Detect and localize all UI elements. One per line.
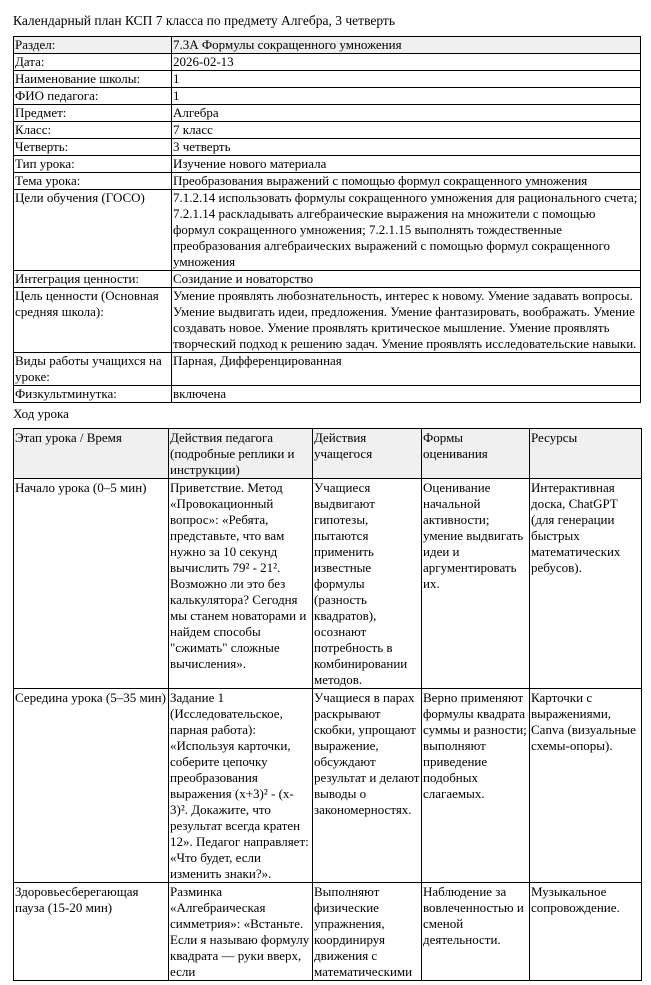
info-value: 1 bbox=[172, 88, 641, 105]
lesson-cell-text: Приветствие. Метод «Провокационный вопрос»: «Ребята, представьте, что вам нужно за 10 секунд вычислить 79² - 21². Возможно ли это без калькулятора? Сегодня мы станем новаторами и найдем способы "сжимать" сложные вычисления». bbox=[170, 480, 307, 671]
info-value: Изучение нового материала bbox=[172, 156, 641, 173]
lesson-cell bbox=[14, 883, 169, 981]
lesson-cell bbox=[313, 689, 422, 883]
lesson-cell-text: Разминка «Алгебраическая симметрия»: «Встаньте. Если я называю формулу квадрата — руки вверх, если bbox=[170, 884, 310, 979]
lesson-cell-text: Карточки с выражениями, Canva (визуальные схемы-опоры). bbox=[531, 690, 636, 753]
info-value: 7.1.2.14 использовать формулы сокращенного умножения для рационального счета; 7.2.1.14 раскладывать алгебраические выражения на множители с помощью формул сокращенного умножения; 7.2.1.15 выполнять тождественные преобразования алгебраических выражений с помощью формул сокращенного умножения bbox=[172, 190, 641, 271]
info-row bbox=[14, 386, 641, 403]
info-key: Тип урока: bbox=[14, 156, 172, 173]
info-key: Дата: bbox=[14, 54, 172, 71]
info-key: Цели обучения (ГОСО) bbox=[14, 190, 172, 271]
info-row bbox=[14, 190, 641, 271]
info-value: 2026-02-13 bbox=[172, 54, 641, 71]
info-key: Интеграция ценности: bbox=[14, 271, 172, 288]
info-value: Алгебра bbox=[172, 105, 641, 122]
info-key: Виды работы учащихся на уроке: bbox=[14, 353, 172, 386]
info-value: Созидание и новаторство bbox=[172, 271, 641, 288]
info-row bbox=[14, 37, 641, 54]
info-row bbox=[14, 54, 641, 71]
lesson-header-row bbox=[14, 429, 642, 479]
lesson-row bbox=[14, 883, 642, 981]
lesson-row bbox=[14, 479, 642, 689]
lesson-cell-text: Оценивание начальной активности; умение выдвигать идеи и аргументировать их. bbox=[423, 480, 524, 591]
lesson-cell bbox=[169, 689, 313, 883]
lesson-cell bbox=[530, 883, 642, 981]
info-value: 1 bbox=[172, 71, 641, 88]
lesson-cell bbox=[422, 689, 530, 883]
lesson-row bbox=[14, 689, 642, 883]
info-row bbox=[14, 271, 641, 288]
info-value: Преобразования выражений с помощью формул сокращенного умножения bbox=[172, 173, 641, 190]
lesson-cell-text: Интерактивная доска, ChatGPT (для генерации быстрых математических ребусов). bbox=[531, 480, 621, 575]
document-title: Календарный план КСП 7 класса по предмету Алгебра, 3 четверть bbox=[13, 13, 395, 28]
info-value: включена bbox=[172, 386, 641, 403]
info-row bbox=[14, 288, 641, 353]
lesson-cell bbox=[14, 689, 169, 883]
lesson-cell-text: Наблюдение за вовлеченностью и сменой деятельности. bbox=[423, 884, 524, 947]
info-row bbox=[14, 173, 641, 190]
info-key: Раздел: bbox=[14, 37, 172, 54]
lesson-cell bbox=[422, 479, 530, 689]
lesson-cell-text: Верно применяют формулы квадрата суммы и разности; выполняют приведение подобных слагаемых. bbox=[423, 690, 527, 801]
lesson-cell bbox=[422, 883, 530, 981]
info-key: Четверть: bbox=[14, 139, 172, 156]
lesson-cell-text: Начало урока (0–5 мин) bbox=[15, 480, 147, 495]
lesson-column-header: Этап урока / Время bbox=[14, 429, 169, 479]
lesson-column-header: Действия педагога (подробные реплики и инструкции) bbox=[169, 429, 313, 479]
info-row bbox=[14, 353, 641, 386]
info-value: 7.3А Формулы сокращенного умножения bbox=[172, 37, 641, 54]
lesson-cell bbox=[14, 479, 169, 689]
lesson-cell-text: Учащиеся в парах раскрывают скобки, упрощают выражение, обсуждают результат и делают выводы о закономерностях. bbox=[314, 690, 420, 817]
lesson-cell-text: Здоровьесберегающая пауза (15-20 мин) bbox=[15, 884, 139, 915]
lesson-column-header: Ресурсы bbox=[530, 429, 642, 479]
info-key: Тема урока: bbox=[14, 173, 172, 190]
lesson-cell-text: Выполняют физические упражнения, координируя движения с математическими bbox=[314, 884, 413, 979]
info-row bbox=[14, 88, 641, 105]
lesson-column-header: Формы оценивания bbox=[422, 429, 530, 479]
info-value: Умение проявлять любознательность, интерес к новому. Умение задавать вопросы. Умение выдвигать идеи, предложения. Умение фантазировать, воображать. Умение создавать новое. Умение проявлять критическое мышление. Умение проявлять творческий подход к решению задач. Умение проявлять исследовательские навыки. bbox=[172, 288, 641, 353]
lesson-cell bbox=[313, 883, 422, 981]
info-key: Цель ценности (Основная средняя школа): bbox=[14, 288, 172, 353]
info-row bbox=[14, 156, 641, 173]
info-table bbox=[13, 36, 641, 403]
lesson-cell-text: Задание 1 (Исследовательское, парная работа): «Используя карточки, соберите цепочку преобразования выражения (x+3)² - (x-3)². Докажите, что результат всегда кратен 12». Педагог направляет: «Что будет, если изменить знаки?». bbox=[170, 690, 309, 881]
lesson-table bbox=[13, 428, 642, 981]
info-key: Наименование школы: bbox=[14, 71, 172, 88]
lesson-column-header: Действия учащегося bbox=[313, 429, 422, 479]
lesson-cell bbox=[530, 479, 642, 689]
lesson-cell bbox=[169, 479, 313, 689]
info-row bbox=[14, 71, 641, 88]
info-key: Физкультминутка: bbox=[14, 386, 172, 403]
info-value: Парная, Дифференцированная bbox=[172, 353, 641, 386]
info-key: ФИО педагога: bbox=[14, 88, 172, 105]
lesson-cell bbox=[530, 689, 642, 883]
lesson-cell bbox=[169, 883, 313, 981]
info-key: Класс: bbox=[14, 122, 172, 139]
info-row bbox=[14, 105, 641, 122]
info-row bbox=[14, 139, 641, 156]
info-value: 3 четверть bbox=[172, 139, 641, 156]
lesson-cell bbox=[313, 479, 422, 689]
info-value: 7 класс bbox=[172, 122, 641, 139]
lesson-cell-text: Музыкальное сопровождение. bbox=[531, 884, 620, 915]
lesson-cell-text: Учащиеся выдвигают гипотезы, пытаются применить известные формулы (разность квадратов), осознают потребность в комбинировании методов. bbox=[314, 480, 408, 687]
info-key: Предмет: bbox=[14, 105, 172, 122]
lesson-cell-text: Середина урока (5–35 мин) bbox=[15, 690, 166, 705]
lesson-heading: Ход урока bbox=[13, 406, 69, 421]
info-row bbox=[14, 122, 641, 139]
